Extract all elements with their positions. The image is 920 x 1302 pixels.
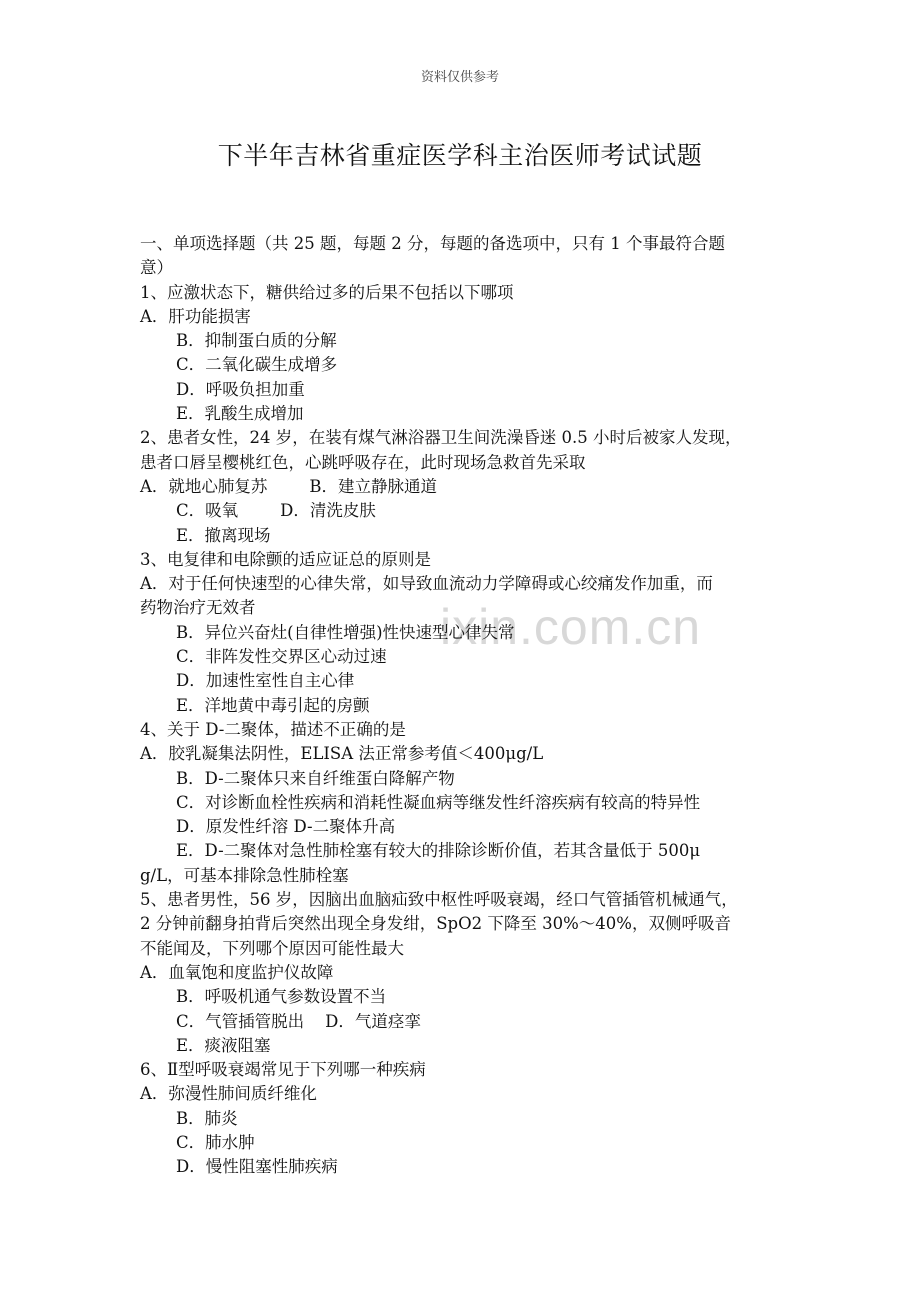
- question-1-option-e: E．乳酸生成增加: [176, 404, 304, 424]
- question-3-option-b: B．异位兴奋灶(自律性增强)性快速型心律失常: [176, 622, 515, 642]
- question-3-option-e: E．洋地黄中毒引起的房颤: [176, 695, 370, 715]
- question-2-options-ab: A．就地心肺复苏 B．建立静脉通道: [140, 476, 437, 496]
- question-2-stem-line-1: 2、患者女性，24 岁，在装有煤气淋浴器卫生间洗澡昏迷 0.5 小时后被家人发现，: [140, 428, 742, 448]
- question-2-options-cd: C．吸氧 D．清洗皮肤: [176, 501, 376, 521]
- question-4-option-e-line-2: g/L，可基本排除急性肺栓塞: [140, 865, 349, 885]
- question-5-stem-line-3: 不能闻及，下列哪个原因可能性最大: [140, 938, 404, 958]
- question-1-option-c: C．二氧化碳生成增多: [176, 355, 338, 375]
- question-4-option-c: C．对诊断血栓性疾病和消耗性凝血病等继发性纤溶疾病有较高的特异性: [176, 792, 701, 812]
- question-6-stem: 6、Ⅱ型呼吸衰竭常见于下列哪一种疾病: [140, 1060, 426, 1080]
- question-4-option-d: D．原发性纤溶 D-二聚体升高: [176, 817, 396, 837]
- question-6-option-b: B．肺炎: [176, 1108, 238, 1128]
- document-title: 下半年吉林省重症医学科主治医师考试试题: [217, 141, 703, 170]
- question-4-option-a: A．胶乳凝集法阴性，ELISA 法正常参考值＜400μg/L: [140, 744, 544, 764]
- question-5-option-b: B．呼吸机通气参数设置不当: [176, 987, 387, 1007]
- question-2-option-e: E．撤离现场: [176, 525, 271, 545]
- question-5-options-cd: C．气管插管脱出 D．气道痉挛: [176, 1011, 421, 1031]
- question-3-option-a-line-2: 药物治疗无效者: [140, 598, 256, 618]
- question-4-option-b: B．D-二聚体只来自纤维蛋白降解产物: [176, 768, 455, 788]
- question-6-option-d: D．慢性阻塞性肺疾病: [176, 1157, 338, 1177]
- question-3-option-d: D．加速性室性自主心律: [176, 671, 355, 691]
- question-1-stem: 1、应激状态下，糖供给过多的后果不包括以下哪项: [140, 282, 514, 302]
- question-6-option-c: C．肺水肿: [176, 1132, 255, 1152]
- question-5-stem-line-2: 2 分钟前翻身拍背后突然出现全身发绀，SpO2 下降至 30%～40%，双侧呼吸音: [140, 914, 731, 934]
- question-5-stem-line-1: 5、患者男性，56 岁，因脑出血脑疝致中枢性呼吸衰竭，经口气管插管机械通气，: [140, 890, 738, 910]
- question-1-option-b: B．抑制蛋白质的分解: [176, 331, 337, 351]
- question-3-option-c: C．非阵发性交界区心动过速: [176, 647, 387, 667]
- section-heading-line-2: 意）: [140, 258, 173, 278]
- header-note: 资料仅供参考: [420, 70, 499, 85]
- watermark: ixin.com.cn: [440, 599, 702, 655]
- question-3-option-a-line-1: A．对于任何快速型的心律失常，如导致血流动力学障碍或心绞痛发作加重，而: [140, 574, 713, 594]
- question-6-option-a: A．弥漫性肺间质纤维化: [140, 1084, 317, 1104]
- exam-content: [140, 232, 784, 1180]
- section-heading-line-1: 一、单项选择题（共 25 题，每题 2 分，每题的备选项中，只有 1 个事最符合题: [140, 234, 725, 253]
- question-3-stem: 3、电复律和电除颤的适应证总的原则是: [140, 549, 431, 569]
- question-5-option-e: E．痰液阻塞: [176, 1035, 271, 1055]
- question-4-stem: 4、关于 D-二聚体，描述不正确的是: [140, 719, 406, 739]
- question-2-stem-line-2: 患者口唇呈樱桃红色，心跳呼吸存在，此时现场急救首先采取: [140, 452, 586, 472]
- question-1-option-a: A．肝功能损害: [140, 306, 251, 326]
- question-5-option-a: A．血氧饱和度监护仪故障: [140, 962, 334, 982]
- question-1-option-d: D．呼吸负担加重: [176, 379, 305, 399]
- question-4-option-e-line-1: E．D-二聚体对急性肺栓塞有较大的排除诊断价值，若其含量低于 500μ: [176, 841, 701, 861]
